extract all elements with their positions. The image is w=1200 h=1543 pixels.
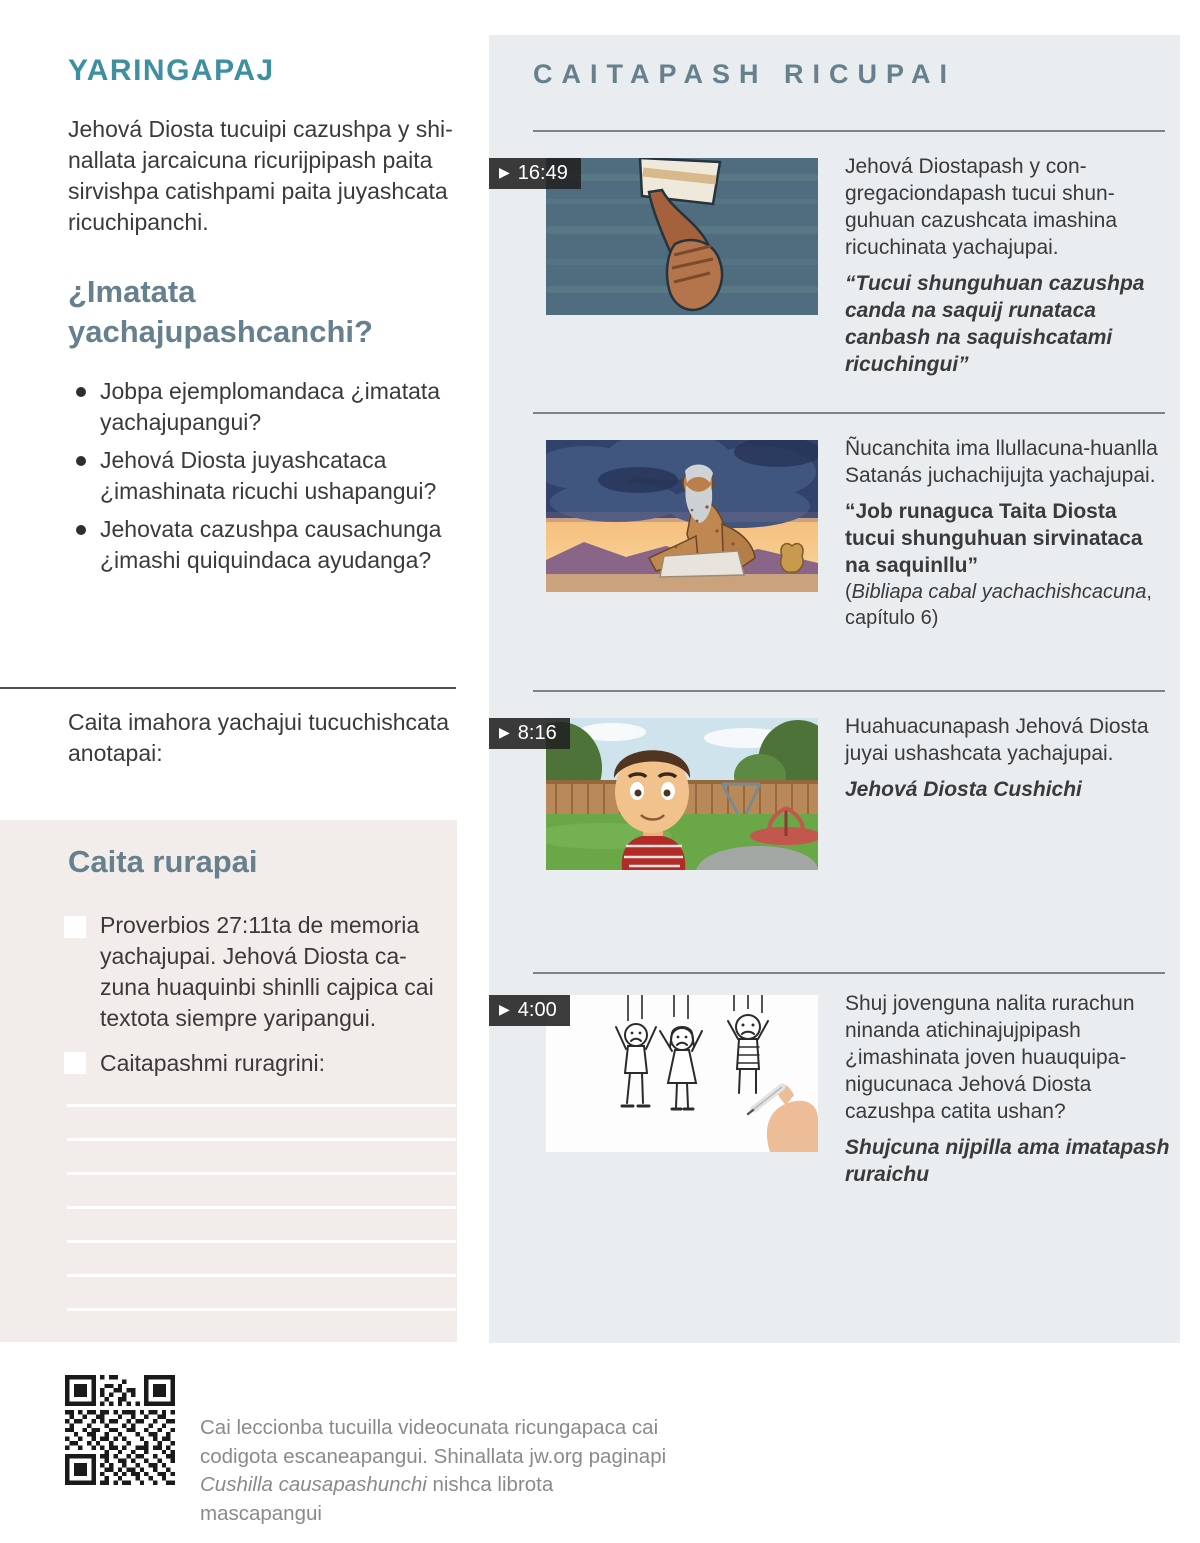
qr-caption-line: Cai leccionba tucuilla videocunata ricungapaca cai bbox=[200, 1416, 659, 1439]
todo-box-title: Caita rurapai bbox=[68, 844, 258, 879]
qr-caption bbox=[200, 1414, 670, 1528]
video-row bbox=[489, 437, 1180, 700]
panel-divider bbox=[533, 130, 1165, 132]
qr-caption-line: Cushilla causapashunchi nishca librota mascapangui bbox=[200, 1473, 554, 1525]
todo-item: Proverbios 27:11ta de memoria yachajupai. Jehová Diosta ca‐zuna huaquinbi shinlli cajpica cai textota siempre yaripangui. bbox=[100, 912, 434, 1031]
study-question-list bbox=[68, 376, 472, 583]
video-description: Ñucanchita ima llullacuna‐huanlla Satanás juchachijujta yachajupai. bbox=[845, 437, 1158, 487]
writing-line[interactable] bbox=[67, 1240, 456, 1243]
video-description: Jehová Diostapash y con‐gregaciondapash tucui shun‐guhuan cazushcata imashina ricuchinata yachajupai. bbox=[845, 155, 1118, 259]
video-text bbox=[845, 435, 1171, 631]
video-thumbnail-boy-park[interactable] bbox=[546, 718, 818, 870]
play-icon: ▶ bbox=[499, 1001, 510, 1017]
video-thumbnail-clasped-hands[interactable] bbox=[546, 158, 818, 315]
boy-in-park-animation bbox=[546, 718, 818, 870]
video-source: (Bibliapa cabal yachachishcacuna, capítulo 6) bbox=[845, 581, 1152, 629]
study-question-title: ¿Imatata yachajupashcanchi? bbox=[68, 274, 373, 349]
todo-box bbox=[0, 820, 457, 1342]
writing-line[interactable] bbox=[67, 1274, 456, 1277]
study-question-item: Jehová Diosta juyashcataca ¿imashinata ricuchi ushapangui? bbox=[68, 445, 472, 507]
video-description: Shuj jovenguna nalita rurachun ninanda atichinajujpipash ¿imashinata joven huauquipa‐nigucunaca Jehová Diosta cazushpa catita ushan? bbox=[845, 992, 1135, 1123]
qr-code bbox=[65, 1375, 175, 1485]
study-question-item: Jobpa ejemplomandaca ¿imatata yachajupangui? bbox=[68, 376, 472, 438]
video-thumbnail-whiteboard[interactable] bbox=[546, 995, 818, 1152]
study-question-item: Jehovata cazushpa causachunga ¿imashi quiquindaca ayudanga? bbox=[68, 514, 472, 576]
note-prompt: Caita imahora yachajui tucuchishcata anotapai: bbox=[68, 709, 449, 766]
video-thumbnail-job[interactable] bbox=[546, 440, 818, 592]
clasped-hands-illustration bbox=[546, 158, 818, 315]
video-title-quote: Shujcuna nijpilla ama imatapash ruraichu bbox=[845, 1136, 1170, 1186]
video-title-quote: “Job runaguca Taita Diosta tucui shunguhuan sirvinataca na saquinllu” bbox=[845, 500, 1143, 577]
video-text bbox=[845, 990, 1171, 1188]
book-title: Cushilla causapashunchi bbox=[200, 1473, 427, 1496]
qr-caption-line: codigota escaneapangui. Shinallata jw.org paginapi bbox=[200, 1444, 667, 1468]
watch-also-title: CAITAPASH RICUPAI bbox=[533, 59, 956, 89]
video-title-quote: “Tucui shunguhuan cazushpa canda na saquij runataca canbash na saquishcatami ricuchingui” bbox=[845, 272, 1145, 376]
video-text bbox=[845, 713, 1171, 803]
video-duration: 4:00 bbox=[517, 999, 557, 1021]
todo-item: Caitapashmi ruragrini: bbox=[100, 1050, 325, 1076]
section-title-yaringapaj: YARINGAPAJ bbox=[68, 54, 275, 87]
writing-line[interactable] bbox=[67, 1172, 456, 1175]
video-title-quote: Jehová Diosta Cushichi bbox=[845, 778, 1082, 801]
whiteboard-marionette-drawing bbox=[546, 995, 818, 1152]
video-text bbox=[845, 153, 1171, 378]
video-duration: 8:16 bbox=[517, 722, 557, 744]
writing-line[interactable] bbox=[67, 1104, 456, 1107]
intro-paragraph: Jehová Diosta tucuipi cazushpa y shi‐nallata jarcaicuna ricurijpipash paita sirvishpa catishpami paita juyashcata ricuchipanchi. bbox=[68, 116, 453, 235]
video-duration-badge bbox=[489, 718, 570, 749]
checkbox[interactable] bbox=[64, 916, 86, 938]
job-sitting-sunset-illustration bbox=[546, 440, 818, 592]
writing-line[interactable] bbox=[67, 1206, 456, 1209]
play-icon: ▶ bbox=[499, 724, 510, 740]
video-description: Huahuacunapash Jehová Diosta juyai ushashcata yachajupai. bbox=[845, 715, 1149, 765]
video-row bbox=[489, 715, 1180, 978]
left-divider bbox=[0, 687, 456, 689]
video-row bbox=[489, 155, 1180, 418]
video-row bbox=[489, 992, 1180, 1255]
checkbox[interactable] bbox=[64, 1052, 86, 1074]
writing-line[interactable] bbox=[67, 1138, 456, 1141]
qr-code-image bbox=[65, 1375, 175, 1485]
video-duration: 16:49 bbox=[517, 162, 568, 184]
watch-also-panel bbox=[489, 35, 1180, 1343]
source-publication-title: Bibliapa cabal yachachishcacuna bbox=[851, 581, 1147, 603]
play-icon: ▶ bbox=[499, 164, 510, 180]
video-duration-badge bbox=[489, 995, 570, 1026]
video-duration-badge bbox=[489, 158, 581, 189]
writing-line[interactable] bbox=[67, 1308, 456, 1311]
